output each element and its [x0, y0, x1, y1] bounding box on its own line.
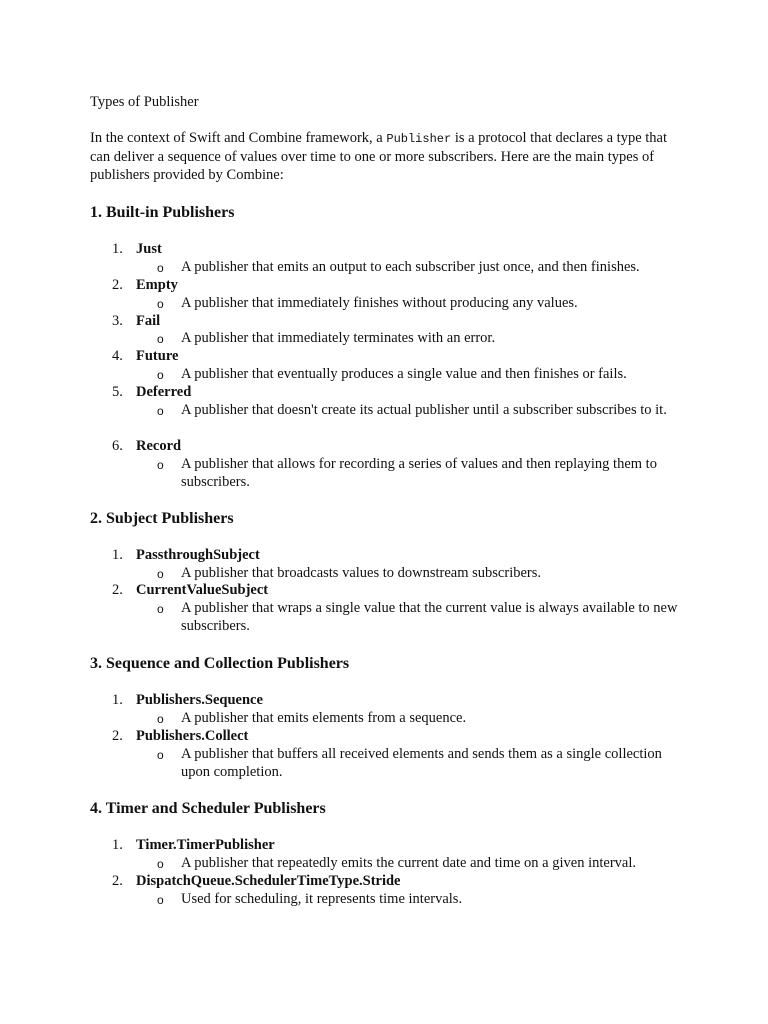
intro-text-before: In the context of Swift and Combine framework, a [90, 130, 387, 146]
list-number: 3. [112, 313, 123, 329]
list-term: Publishers.Sequence [136, 692, 263, 708]
list-number: 2. [112, 873, 123, 889]
bullet-icon: o [157, 602, 164, 616]
section-heading-subject: 2. Subject Publishers [90, 510, 234, 527]
bullet-icon: o [157, 368, 164, 382]
list-number: 1. [112, 241, 123, 257]
list-term: Deferred [136, 384, 192, 400]
intro-text-after: is a protocol that declares a type that can deliver a sequence of values over time to one or more subscribers. Here are the main types of publishers provided by Combine: [90, 130, 667, 183]
bullet-icon: o [157, 567, 164, 581]
list-number: 1. [112, 692, 123, 708]
list-term: Future [136, 348, 179, 364]
section-heading-built-in: 1. Built-in Publishers [90, 204, 235, 221]
list-number: 5. [112, 384, 123, 400]
list-term: Record [136, 438, 182, 454]
bullet-icon: o [157, 261, 164, 275]
bullet-icon: o [157, 297, 164, 311]
section-heading-timer-scheduler: 4. Timer and Scheduler Publishers [90, 800, 326, 817]
bullet-icon: o [157, 332, 164, 346]
list-term: Publishers.Collect [136, 728, 249, 744]
list-term: Timer.TimerPublisher [136, 837, 275, 853]
document-title: Types of Publisher [90, 94, 199, 110]
list-number: 2. [112, 277, 123, 293]
section-heading-sequence-collection: 3. Sequence and Collection Publishers [90, 655, 350, 672]
bullet-icon: o [157, 857, 164, 871]
list-term: CurrentValueSubject [136, 582, 269, 598]
list-number: 1. [112, 837, 123, 853]
list-term: Just [136, 241, 162, 257]
list-term: Empty [136, 277, 178, 293]
bullet-icon: o [157, 712, 164, 726]
list-number: 1. [112, 547, 123, 563]
document-page: Types of Publisher In the context of Swift and Combine framework, a Publisher is a protocol that declares a type that can deliver a sequence of values over time to one or more subscribers. Here are the main types of publishers provided by Combine: 1. Built-in Publishers 1. Just o A publisher that emits an output to each subscriber just once, and then finishes. 2. Empty o A publisher that immediately finishes without producing any values. 3. Fail o A publisher that immediately terminates with an error. 4. Future o A publisher that eventually produces a single value and then finishes or fails. 5. Deferred o A publisher that doesn't create its actual publisher until a subscriber subscribes to it. 6. Record o A publisher that allows for recording a series of values and then replaying them to subscribers. 2. Subject Publishers 1. PassthroughSubject o A publisher that broadcasts values to downstream subscribers. 2. CurrentValueSubject o A publisher that wraps a single value that the current value is always available to new subscribers. 3. Sequence and Collection Publishers 1. Publishers.Sequence o A publisher that emits elements from a sequence. 2. Publishers.Collect o A publisher that buffers all received elements and sends them as a single collection upon completion. 4. Timer and Scheduler Publishers 1. Timer.TimerPublisher o A publisher that repeatedly emits the current date and time on a given interval. 2. DispatchQueue.SchedulerTimeType.Stride o Used for scheduling, it represents time intervals. [0, 0, 768, 1024]
bullet-icon: o [157, 458, 164, 472]
bullet-icon: o [157, 893, 164, 907]
inline-code-publisher: Publisher [386, 132, 452, 146]
bullet-icon: o [157, 748, 164, 762]
list-number: 2. [112, 728, 123, 744]
list-term: DispatchQueue.SchedulerTimeType.Stride [136, 873, 401, 889]
list-number: 6. [112, 438, 123, 454]
list-number: 2. [112, 582, 123, 598]
list-term: PassthroughSubject [136, 547, 260, 563]
list-number: 4. [112, 348, 123, 364]
intro-paragraph [90, 129, 690, 184]
bullet-icon: o [157, 404, 164, 418]
list-term: Fail [136, 313, 161, 329]
